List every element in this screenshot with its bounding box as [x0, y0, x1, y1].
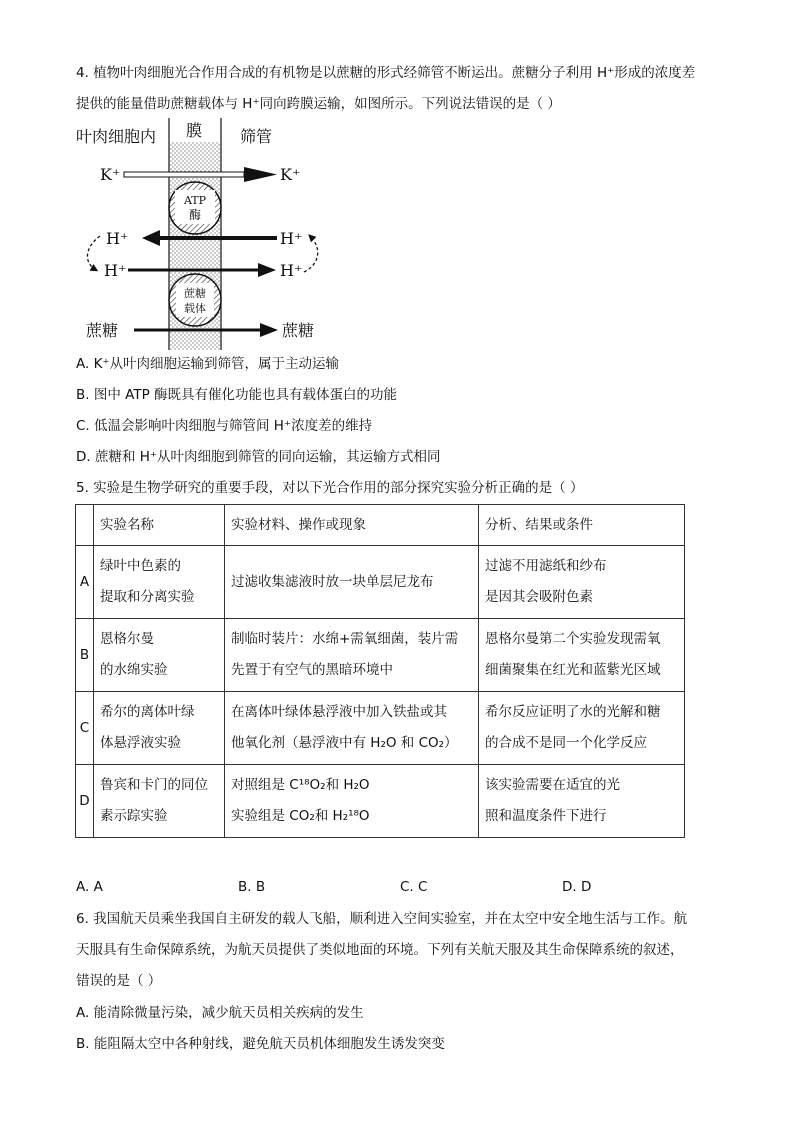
- q4-option-a: A. K⁺从叶肉细胞运输到筛管，属于主动运输: [76, 356, 340, 372]
- row-name-line: 素示踪实验: [100, 808, 168, 824]
- q4-option-d: D. 蔗糖和 H⁺从叶肉细胞到筛管的同向运输，其运输方式相同: [76, 449, 441, 465]
- row-name-line: 希尔的离体叶绿: [100, 704, 195, 720]
- table-header-row: [76, 505, 685, 546]
- row-analysis-line: 恩格尔曼第二个实验发现需氧: [485, 631, 661, 647]
- experiment-table: [75, 504, 685, 838]
- q6-stem-line2: 天服具有生命保障系统，为航天员提供了类似地面的环境。下列有关航天服及其生命保障系统的叙述，: [76, 942, 684, 958]
- h-upper-left-label: H⁺: [106, 229, 129, 248]
- q4-stem-line2: 提供的能量借助蔗糖载体与 H⁺同向跨膜运输，如图所示。下列说法错误的是（ ）: [76, 96, 561, 112]
- carrier-label-line1: 蔗糖: [184, 287, 206, 300]
- carrier-label-line2: 载体: [184, 302, 206, 315]
- left-dashed-cycle-arrow: [87, 236, 100, 270]
- row-analysis-line: 过滤不用滤纸和纱布: [485, 558, 607, 574]
- sucrose-left-label: 蔗糖: [86, 321, 119, 340]
- row-letter: D: [76, 765, 94, 838]
- h-upper-arrow-head: [142, 230, 160, 246]
- k-left-label: K⁺: [100, 165, 121, 184]
- row-analysis-line: 的合成不是同一个化学反应: [485, 735, 647, 751]
- q6-option-a: A. 能清除微量污染，减少航天员相关疾病的发生: [76, 1005, 364, 1021]
- row-material-line: 实验组是 CO₂和 H₂¹⁸O: [231, 808, 370, 824]
- label-mesophyll-cell: 叶肉细胞内: [76, 127, 157, 146]
- q5-option-d: D. D: [562, 879, 592, 895]
- membrane-transport-diagram: [72, 118, 332, 350]
- h-lower-left-label: H⁺: [104, 261, 127, 280]
- row-name-line: 的水绵实验: [100, 662, 168, 678]
- row-analysis-cell: [479, 692, 685, 765]
- h-lower-right-label: H⁺: [280, 261, 303, 280]
- row-analysis-cell: [479, 619, 685, 692]
- row-name-cell: [94, 765, 225, 838]
- k-right-label: K⁺: [280, 165, 301, 184]
- row-analysis-line: 希尔反应证明了水的光解和糖: [485, 704, 661, 720]
- row-material-line: 先置于有空气的黑暗环境中: [231, 662, 393, 678]
- q5-option-c: C. C: [400, 879, 428, 895]
- row-material-cell: [225, 546, 479, 619]
- row-material-cell: [225, 692, 479, 765]
- q6-stem-line3: 错误的是（ ）: [76, 973, 162, 989]
- row-letter: C: [76, 692, 94, 765]
- q4-option-c: C. 低温会影响叶肉细胞与筛管间 H⁺浓度差的维持: [76, 418, 373, 434]
- row-name-line: 体悬浮液实验: [100, 735, 181, 751]
- row-analysis-line: 照和温度条件下进行: [485, 808, 607, 824]
- header-cell-analysis: 分析、结果或条件: [479, 505, 685, 546]
- q5-stem: 5. 实验是生物学研究的重要手段，对以下光合作用的部分探究实验分析正确的是（ ）: [76, 480, 584, 496]
- row-name-line: 鲁宾和卡门的同位: [100, 777, 208, 793]
- row-material-cell: [225, 619, 479, 692]
- row-letter: A: [76, 546, 94, 619]
- row-name-cell: [94, 546, 225, 619]
- q6-stem-line1: 6. 我国航天员乘坐我国自主研发的载人飞船，顺利进入空间实验室，并在太空中安全地生活与工作。航: [76, 911, 688, 927]
- row-analysis-line: 细菌聚集在红光和蓝紫光区域: [485, 662, 661, 678]
- row-material-line: 对照组是 C¹⁸O₂和 H₂O: [231, 777, 370, 793]
- row-material-cell: [225, 765, 479, 838]
- k-arrow-head: [244, 167, 277, 182]
- row-name-line: 绿叶中色素的: [100, 558, 181, 574]
- table-row: [76, 692, 685, 765]
- row-analysis-cell: [479, 546, 685, 619]
- row-analysis-cell: [479, 765, 685, 838]
- label-sieve-tube: 筛管: [240, 127, 273, 146]
- table-row: [76, 546, 685, 619]
- row-letter: B: [76, 619, 94, 692]
- q5-option-b: B. B: [238, 879, 266, 895]
- header-cell-blank: [76, 505, 94, 546]
- atp-label-line1: ATP: [183, 194, 207, 207]
- header-cell-material: 实验材料、操作或现象: [225, 505, 479, 546]
- row-name-line: 恩格尔曼: [100, 631, 154, 647]
- h-upper-right-label: H⁺: [280, 229, 303, 248]
- table-row: [76, 619, 685, 692]
- row-analysis-line: 是因其会吸附色素: [485, 589, 593, 605]
- row-material-line: 在离体叶绿体悬浮液中加入铁盐或其: [231, 704, 447, 720]
- right-dashed-cycle-arrow: [304, 236, 318, 272]
- k-channel-bar: [124, 172, 244, 177]
- table-row: [76, 765, 685, 838]
- row-analysis-line: 该实验需要在适宜的光: [485, 777, 620, 793]
- row-material-line: 他氧化剂（悬浮液中有 H₂O 和 CO₂）: [231, 735, 458, 751]
- row-material-line: 过滤收集滤液时放一块单层尼龙布: [231, 573, 434, 590]
- sucrose-arrow-head: [260, 323, 278, 337]
- row-name-line: 提取和分离实验: [100, 589, 195, 605]
- q4-option-b: B. 图中 ATP 酶既具有催化功能也具有载体蛋白的功能: [76, 387, 398, 403]
- q4-stem-line1: 4. 植物叶肉细胞光合作用合成的有机物是以蔗糖的形式经筛管不断运出。蔗糖分子利用 H⁺形成的浓度差: [76, 65, 696, 81]
- label-membrane: 膜: [186, 121, 203, 140]
- header-cell-name: 实验名称: [94, 505, 225, 546]
- row-name-cell: [94, 692, 225, 765]
- h-lower-arrow-head: [258, 263, 276, 277]
- sucrose-right-label: 蔗糖: [282, 321, 315, 340]
- q5-option-a: A. A: [76, 879, 103, 895]
- q6-option-b: B. 能阻隔太空中各种射线，避免航天员机体细胞发生诱发突变: [76, 1036, 445, 1052]
- atp-label-line2: 酶: [188, 208, 202, 222]
- row-material-line: 制临时装片：水绵+需氧细菌，装片需: [231, 631, 459, 647]
- row-name-cell: [94, 619, 225, 692]
